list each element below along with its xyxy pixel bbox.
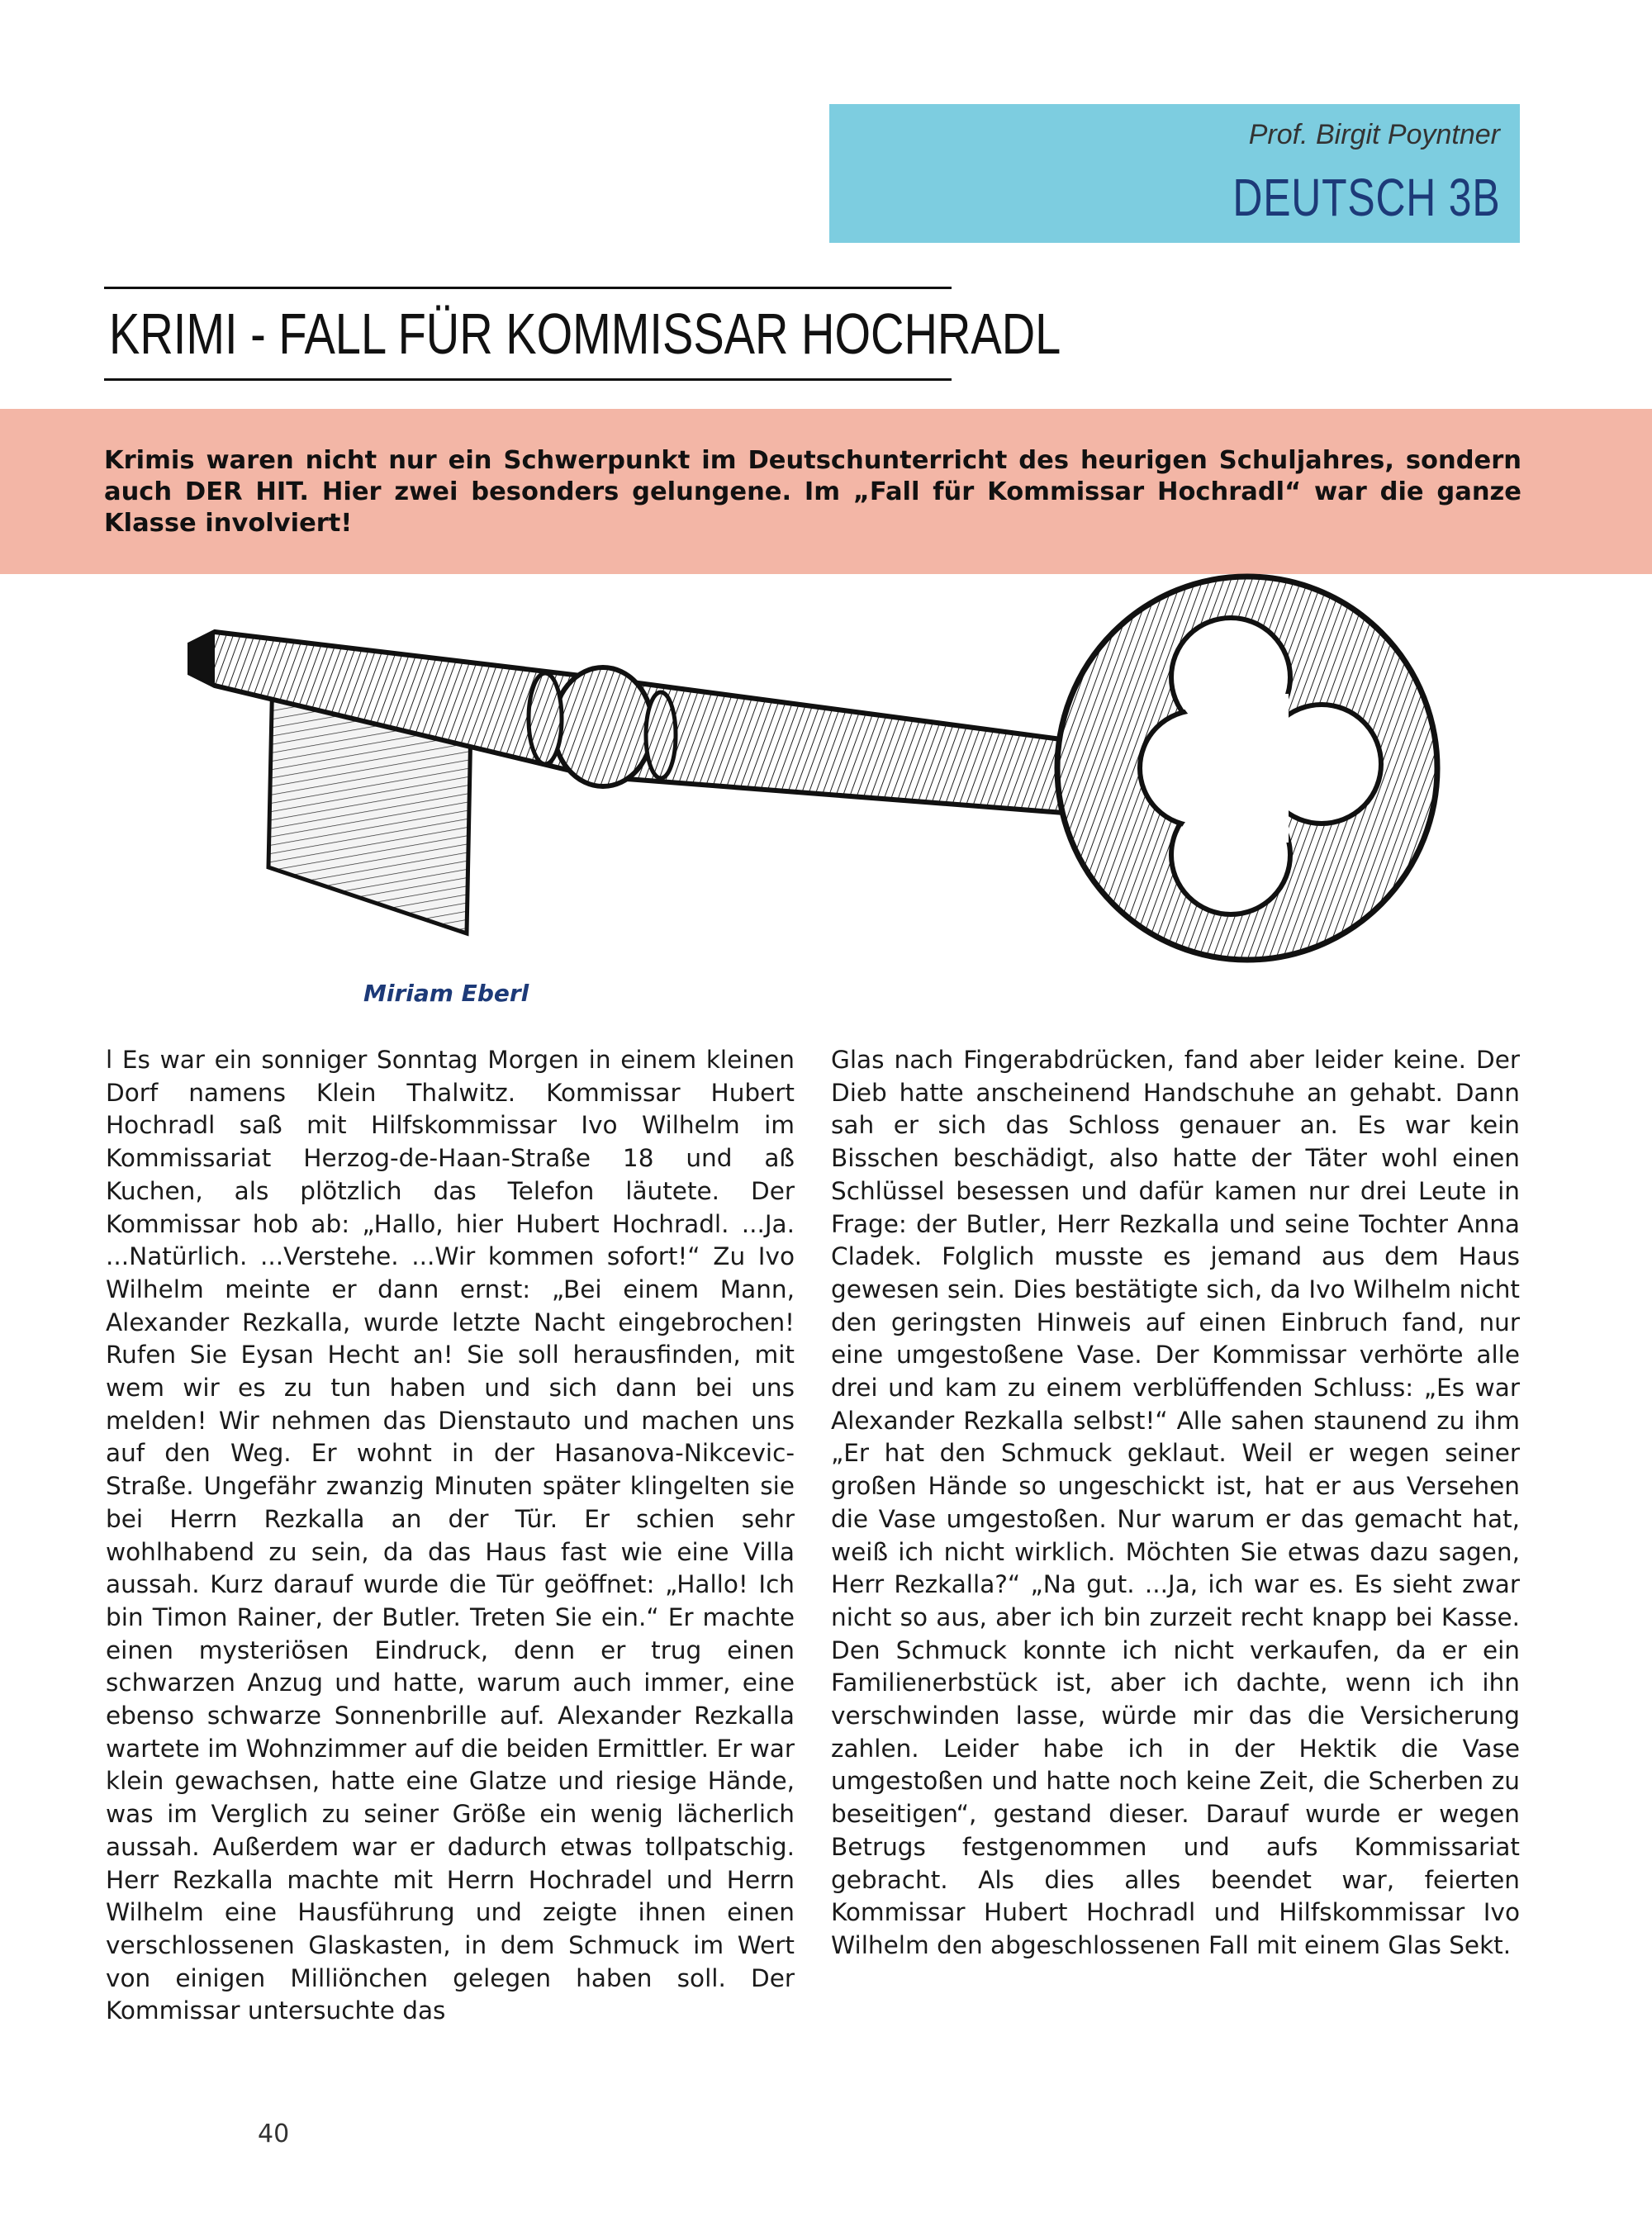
article-column-left: l Es war ein sonniger Sonntag Morgen in einem kleinen Dorf namens Klein Thalwitz. Kommissar Hubert Hochradl saß mit Hilfskommissar Ivo Wilhelm im Kommissariat Herzog-de-Haan-Straße 18 und aß Kuchen, als plötzlich das Telefon läutete. Der Kommissar hob ab: „Hallo, hier Hubert Hochradl. ...Ja. ...Natürlich. ...Verstehe. ...Wir kommen sofort!“ Zu Ivo Wilhelm meinte er dann ernst: „Bei einem Mann, Alexander Rezkalla, wurde letzte Nacht eingebrochen! Rufen Sie Eysan Hecht an! Sie soll herausfinden, mit wem wir es zu tun haben und sich dann bei uns melden! Wir nehmen das Dienstauto und machen uns auf den Weg. Er wohnt in der Hasanova-Nikcevic-Straße. Ungefähr zwanzig Minuten später klingelten sie bei Herrn Rezkalla an der Tür. Er schien sehr wohlhabend zu sein, da das Haus fast wie eine Villa aussah. Kurz darauf wurde die Tür geöffnet: „Hallo! Ich bin Timon Rainer, der Butler. Treten Sie ein.“ Er machte einen mysteriösen Eindruck, denn er trug einen schwarzen Anzug und hatte, warum auch immer, eine ebenso schwarze Sonnenbrille auf. Alexander Rezkalla wartete im Wohnzimmer auf die beiden Ermittler. Er war klein gewachsen, hatte eine Glatze und riesige Hände, was im Verglich zu seiner Größe ein wenig lächerlich aussah. Außerdem war er dadurch etwas tollpatschig. Herr Rezkalla machte mit Herrn Hochradel und Herrn Wilhelm eine Hausführung und zeigte ihnen einen verschlossenen Glaskasten, in dem Schmuck im Wert von einigen Milliönchen gelegen haben soll. Der Kommissar untersuchte das [106,1046,795,2025]
intro-text: Krimis waren nicht nur ein Schwerpunkt im Deutschunterricht des heurigen Schuljahres, sondern auch DER HIT. Hier zwei besonders gelungene. Im „Fall für Kommissar Hochradl“ war die ganze Klasse involviert! [104,446,1521,538]
article-title: KRIMI - FALL FÜR KOMMISSAR HOCHRADL [109,301,1061,366]
subject-label: DEUTSCH 3B [1232,168,1500,227]
article-column-right: Glas nach Fingerabdrücken, fand aber leider keine. Der Dieb hatte anscheinend Handschuhe an gehabt. Dann sah er sich das Schloss genauer an. Es war kein Bisschen beschädigt, also hatte der Täter wohl einen Schlüssel besessen und dafür kamen nur drei Leute in Frage: der Butler, Herr Rezkalla und seine Tochter Anna Cladek. Folglich musste es jemand aus dem Haus gewesen sein. Dies bestätigte sich, da Ivo Wilhelm nicht den geringsten Hinweis auf einen Einbruch fand, nur eine umgestoßene Vase. Der Kommissar verhörte alle drei und kam zu einem verblüffenden Schluss: „Es war Alexander Rezkalla selbst!“ Alle sahen staunend zu ihm „Er hat den Schmuck geklaut. Weil er wegen seiner großen Hände so ungeschickt ist, hat er aus Versehen die Vase umgestoßen. Nur warum er das gemacht hat, weiß ich nicht wirklich. Möchten Sie etwas dazu sagen, Herr Rezkalla?“ „Na gut. ...Ja, ich war es. Es sieht zwar nicht so aus, aber ich bin zurzeit recht knapp bei Kasse. Den Schmuck konnte ich nicht verkaufen, da er ein Familienerbstück ist, aber ich dachte, wenn ich ihn verschwinden lasse, würde mir das die Versicherung zahlen. Leider habe ich in der Hektik die Vase umgestoßen und hatte noch keine Zeit, die Scherben zu beseitigen“, gestand dieser. Darauf wurde er wegen Betrugs festgenommen und aufs Kommissariat gebracht. Als dies alles beendet war, feierten Kommissar Hubert Hochradl und Hilfskommissar Ivo Wilhelm den abgeschlossenen Fall mit einem Glas Sekt. [831,1046,1520,1959]
author-name: Prof. Birgit Poyntner [1248,119,1500,150]
article-byline: Miriam Eberl [363,980,529,1007]
header-box [829,104,1520,243]
page-number: 40 [258,2120,290,2148]
intro-band [0,409,1652,574]
skeleton-key-icon [165,570,1454,983]
article-title-rule [104,287,1061,381]
